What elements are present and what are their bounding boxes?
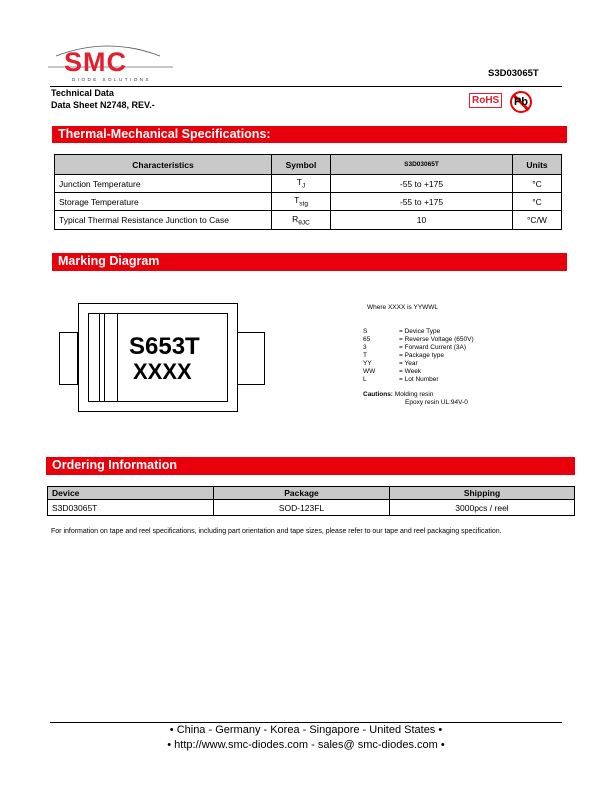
thermal-table: Characteristics Symbol S3D03065T Units Junction Temperature $T_J$ -55 to +175 °C Storage Temperature $T_{stg}$ -55 to +175 °C Typical Thermal Resistance Junction to Case $R_{\theta JC}$ 10 °C/W [54, 154, 562, 230]
marking-section-title: Marking Diagram [52, 253, 567, 271]
legend-item: T = Package type [363, 352, 444, 359]
package-diagram [59, 303, 266, 412]
legend-item: 3 = Forward Current (3A) [363, 344, 467, 351]
table-row: S3D03065T SOD-123FL 3000pcs / reel [48, 500, 575, 516]
ordering-note: For information on tape and reel specifications, including part orientation and tape sizes, please refer to our tape and reel packaging specification. [51, 528, 502, 535]
legend-item: YY = Year [363, 360, 418, 367]
table-row: Typical Thermal Resistance Junction to Case $R_{\theta JC}$ 10 °C/W [55, 211, 562, 230]
footer-contact: • http://www.smc-diodes.com - sales@ smc-diodes.com • [167, 739, 445, 751]
legend-item: L = Lot Number [363, 376, 439, 383]
footer-rule [50, 722, 562, 723]
table-row: Junction Temperature $T_J$ -55 to +175 °C [55, 175, 562, 193]
legend-item: WW = Week [363, 368, 422, 375]
doc-type: Technical Data [51, 88, 114, 98]
marking-date-code: XXXX [133, 359, 192, 384]
thermal-section-title: Thermal-Mechanical Specifications: [52, 126, 567, 143]
marking-code: S653T [129, 333, 200, 360]
ordering-section-title: Ordering Information [46, 457, 575, 475]
legend-item: S = Device Type [363, 328, 441, 335]
rohs-badge: RoHS [469, 93, 502, 108]
footer-locations: • China - Germany - Korea - Singapore - United States • [169, 724, 443, 736]
doc-number: Data Sheet N2748, REV.- [51, 100, 155, 110]
company-logo: SMC DIODE SOLUTIONS [48, 42, 173, 84]
header-rule [50, 86, 562, 87]
marking-legend: Where XXXX is YYWWL S = Device Type 65 = Reverse Voltage (650V) 3 = Forward Current (3A) T = Package type YY = Year WW = Week L = Lot Number Cautions: Molding resin Epoxy resin UL:94V-0 [363, 304, 474, 406]
legend-item: 65 = Reverse Voltage (650V) [363, 336, 474, 343]
table-row: Storage Temperature $T_{stg}$ -55 to +175 °C [55, 193, 562, 211]
part-number: S3D03065T [488, 68, 539, 79]
ordering-table: Device Package Shipping S3D03065T SOD-123FL 3000pcs / reel [47, 486, 575, 516]
pb-free-icon: Pb [510, 91, 532, 113]
